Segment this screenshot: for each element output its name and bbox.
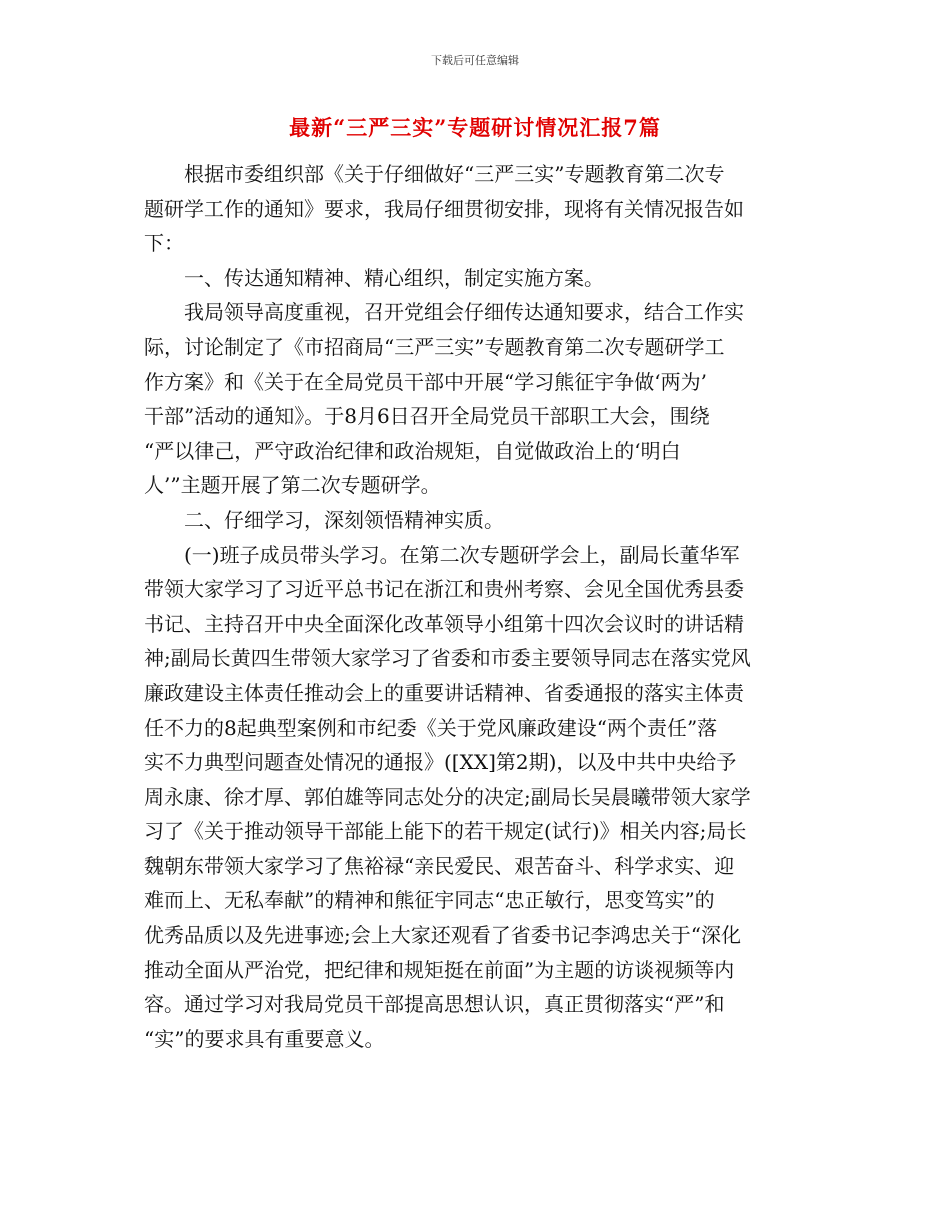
paragraph-section-1	[144, 295, 808, 503]
paragraph-section-2	[144, 538, 808, 1057]
document-title: 最新“三严三实”专题研讨情况汇报7篇	[289, 115, 661, 140]
text-line: 一、传达通知精神、精心组织，制定实施方案。	[184, 265, 604, 290]
text-line: 根据市委组织部《关于仔细做好“三严三实”专题教育第二次专	[184, 162, 725, 186]
text-line: 题研学工作的通知》要求，我局仔细贯彻安排，现将有关情况报告如	[144, 196, 744, 221]
text-line: “实”的要求具有重要意义。	[144, 1026, 385, 1051]
text-line: 二、仔细学习，深刻领悟精神实质。	[184, 507, 504, 532]
text-line: 干部”活动的通知》。于8月6日召开全局党员干部职工大会，围绕	[144, 404, 710, 429]
section-heading-2	[144, 503, 808, 538]
text-line: 际，讨论制定了《市招商局“三严三实”专题教育第二次专题研学工	[144, 334, 725, 359]
text-line: 神;副局长黄四生带领大家学习了省委和市委主要领导同志在落实党风	[144, 646, 751, 671]
text-line: 作方案》和《关于在全局党员干部中开展“学习熊征宇争做‘两为’	[144, 369, 707, 394]
text-line: 习了《关于推动领导干部能上能下的若干规定(试行)》相关内容;局长	[144, 819, 747, 844]
text-line: 下：	[144, 231, 184, 256]
text-line: 带领大家学习了习近平总书记在浙江和贵州考察、会见全国优秀县委	[144, 577, 744, 602]
paragraph-intro	[144, 157, 808, 261]
text-line: 魏朝东带领大家学习了焦裕禄“亲民爱民、艰苦奋斗、科学求实、迎	[144, 853, 735, 878]
page-header: 下载后可任意编辑	[431, 54, 519, 67]
text-line: 人’”主题开展了第二次专题研学。	[144, 473, 441, 498]
text-line: 优秀品质以及先进事迹;会上大家还观看了省委书记李鸿忠关于“深化	[144, 923, 741, 948]
text-line: 实不力典型问题查处情况的通报》([XX]第2期)，以及中共中央给予	[144, 750, 737, 775]
text-line: 任不力的8起典型案例和市纪委《关于党风廉政建设“两个责任”落	[144, 715, 718, 740]
section-heading-1	[144, 261, 808, 296]
document-body	[144, 157, 808, 1056]
text-line: 推动全面从严治党，把纪律和规矩挺在前面”为主题的访谈视频等内	[144, 957, 735, 982]
text-line: 难而上、无私奉献”的精神和熊征宇同志“忠正敏行，思变笃实”的	[144, 888, 715, 913]
text-line: 我局领导高度重视，召开党组会仔细传达通知要求，结合工作实	[184, 300, 744, 325]
text-line: 周永康、徐才厚、郭伯雄等同志处分的决定;副局长吴晨曦带领大家学	[144, 784, 751, 809]
text-line: “严以律己，严守政治纪律和政治规矩，自觉做政治上的‘明白	[144, 438, 681, 463]
text-line: (一)班子成员带头学习。在第二次专题研学会上，副局长董华军	[184, 542, 740, 567]
text-line: 容。通过学习对我局党员干部提高思想认识，真正贯彻落实“严”和	[144, 992, 725, 1017]
text-line: 廉政建设主体责任推动会上的重要讲话精神、省委通报的落实主体责	[144, 680, 744, 705]
text-line: 书记、主持召开中央全面深化改革领导小组第十四次会议时的讲话精	[144, 611, 744, 636]
